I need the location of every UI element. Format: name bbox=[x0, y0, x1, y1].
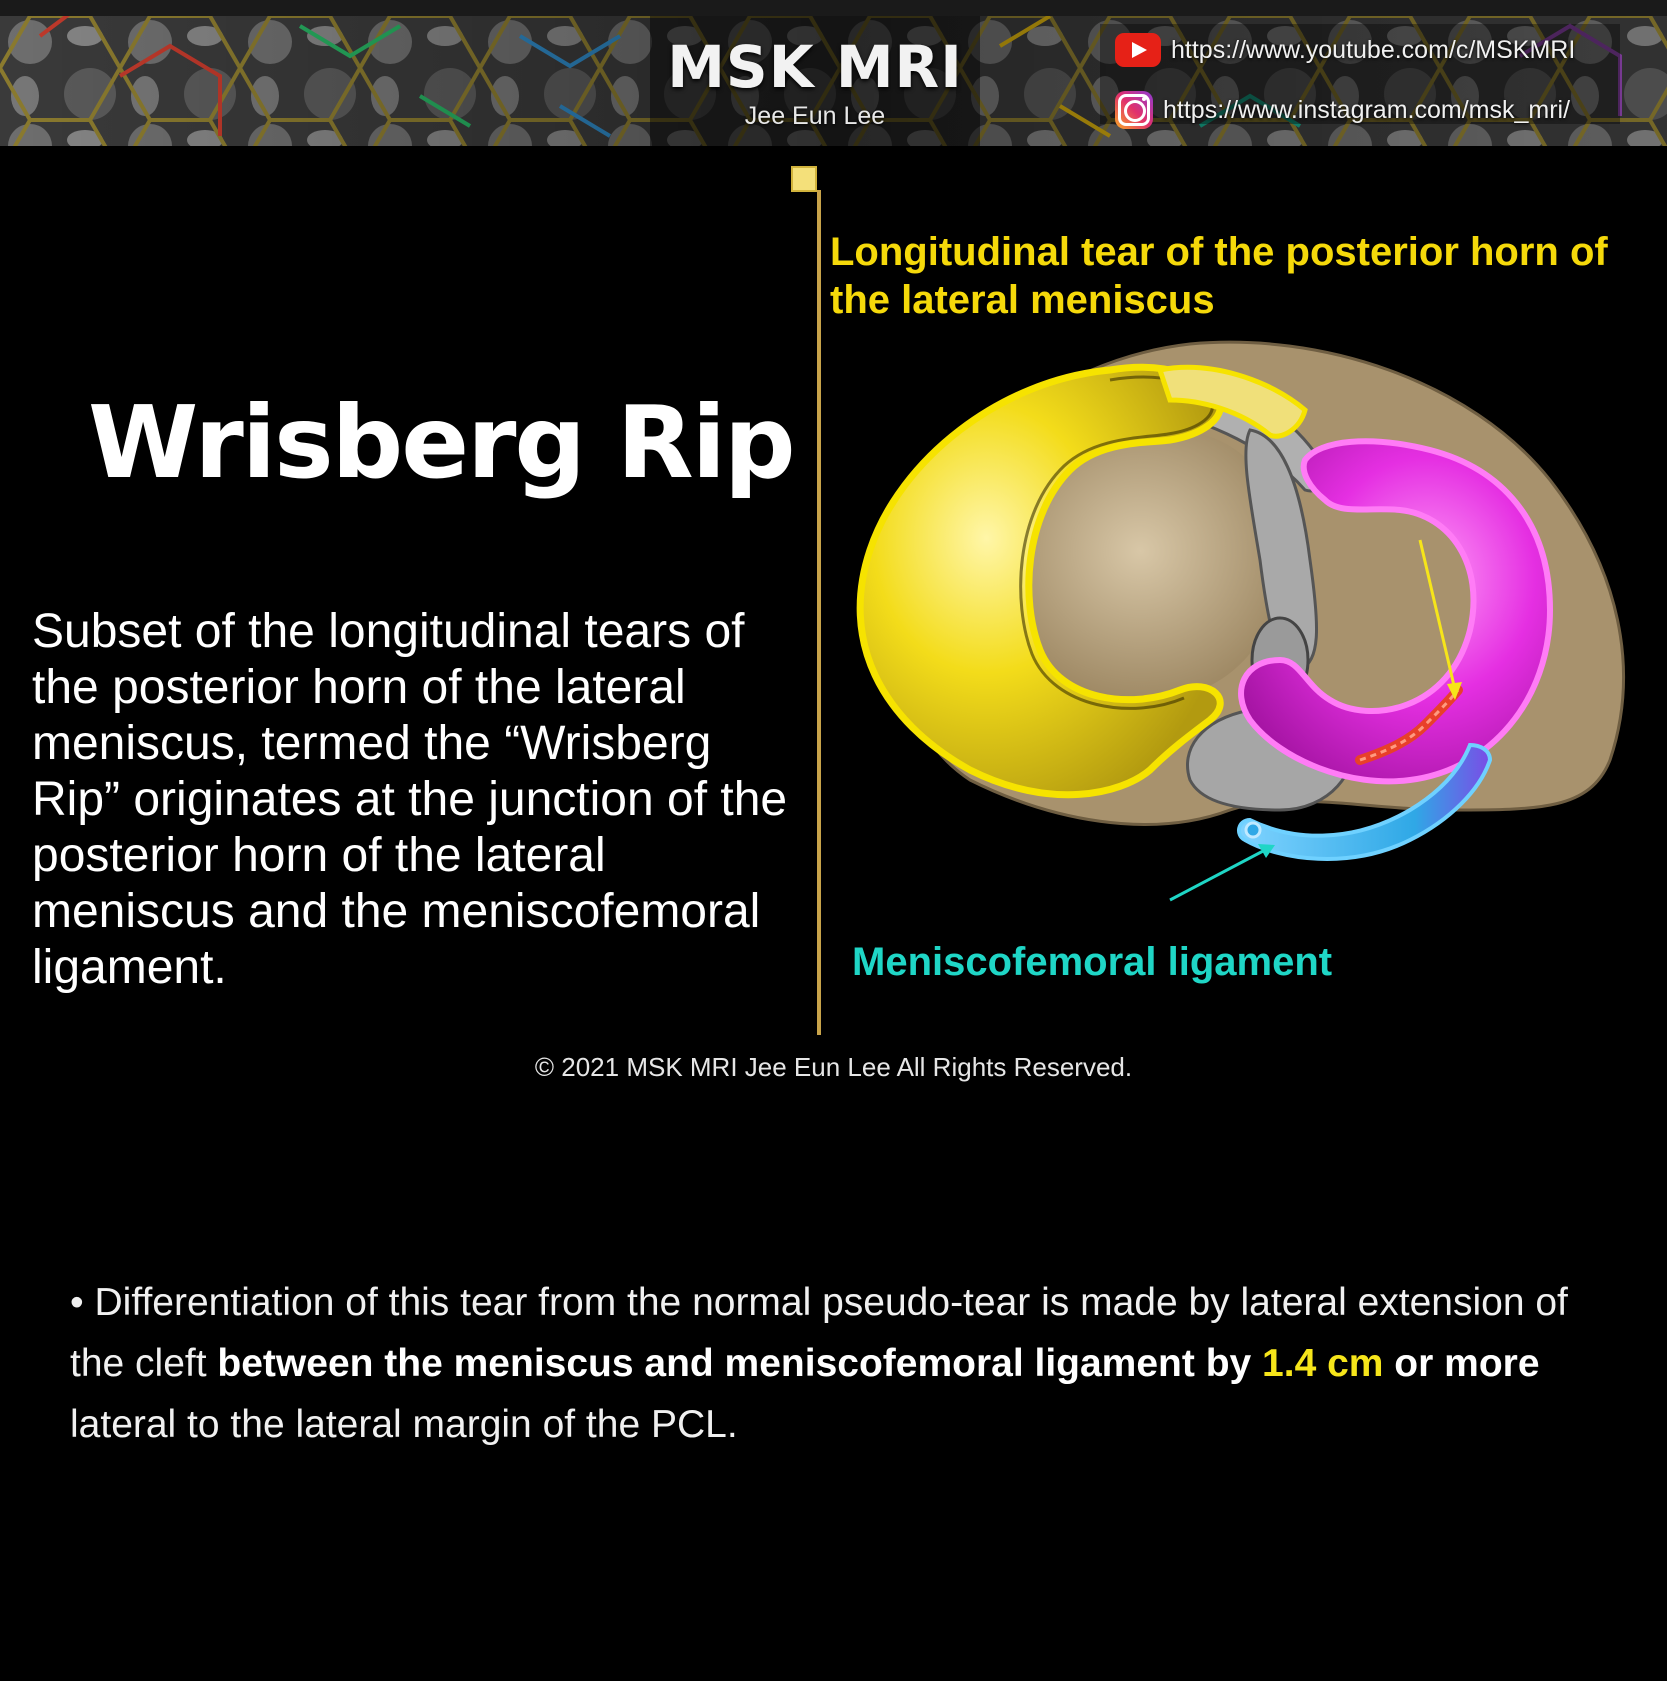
youtube-link[interactable] bbox=[1115, 30, 1575, 70]
diagram-heading: Longitudinal tear of the posterior horn of the lateral meniscus bbox=[830, 230, 1608, 322]
instagram-url[interactable]: https://www.instagram.com/msk_mri/ bbox=[1163, 95, 1571, 124]
instagram-link[interactable] bbox=[1115, 90, 1570, 130]
bullet-text-1: Differentiation of this tear from the normal pseudo-tear is made by lateral extension of the cleft bbox=[70, 1281, 1568, 1385]
brand-title: MSK MRI bbox=[667, 33, 963, 101]
bullet-text-2: lateral to the lateral margin of the PCL. bbox=[70, 1403, 738, 1446]
ligament-label: Meniscofemoral ligament bbox=[852, 940, 1333, 984]
copyright-text: © 2021 MSK MRI Jee Eun Lee All Rights Reserved. bbox=[534, 1052, 1133, 1082]
brand-block bbox=[650, 16, 980, 134]
vertical-divider bbox=[817, 190, 821, 1035]
youtube-url[interactable]: https://www.youtube.com/c/MSKMRI bbox=[1171, 35, 1576, 64]
bullet-bold-1: between the meniscus and meniscofemoral ligament by bbox=[217, 1342, 1263, 1385]
ligament-arrow bbox=[1170, 850, 1265, 900]
youtube-icon bbox=[1115, 33, 1161, 67]
bullet-note: • Differentiation of this tear from the normal pseudo-tear is made by lateral extension of the cleft between the meniscus and meniscofemoral ligament by 1.4 cm or more lateral to the lateral margin of the PCL. bbox=[70, 1281, 1568, 1446]
bullet-bold-2: or more bbox=[1383, 1342, 1540, 1385]
page-title: Wrisberg Rip bbox=[88, 384, 794, 501]
brand-subtitle: Jee Eun Lee bbox=[744, 102, 886, 130]
top-strip bbox=[0, 0, 1667, 16]
bullet-highlight: 1.4 cm bbox=[1262, 1342, 1384, 1385]
divider-marker bbox=[791, 166, 817, 192]
description-text: Subset of the longitudinal tears of the posterior horn of the lateral meniscus, termed the “Wrisberg Rip” originates at the junction of the posterior horn of the lateral meniscus and the meniscofemoral ligament. bbox=[32, 605, 788, 994]
instagram-icon bbox=[1115, 91, 1153, 129]
meniscus-diagram bbox=[850, 340, 1650, 930]
